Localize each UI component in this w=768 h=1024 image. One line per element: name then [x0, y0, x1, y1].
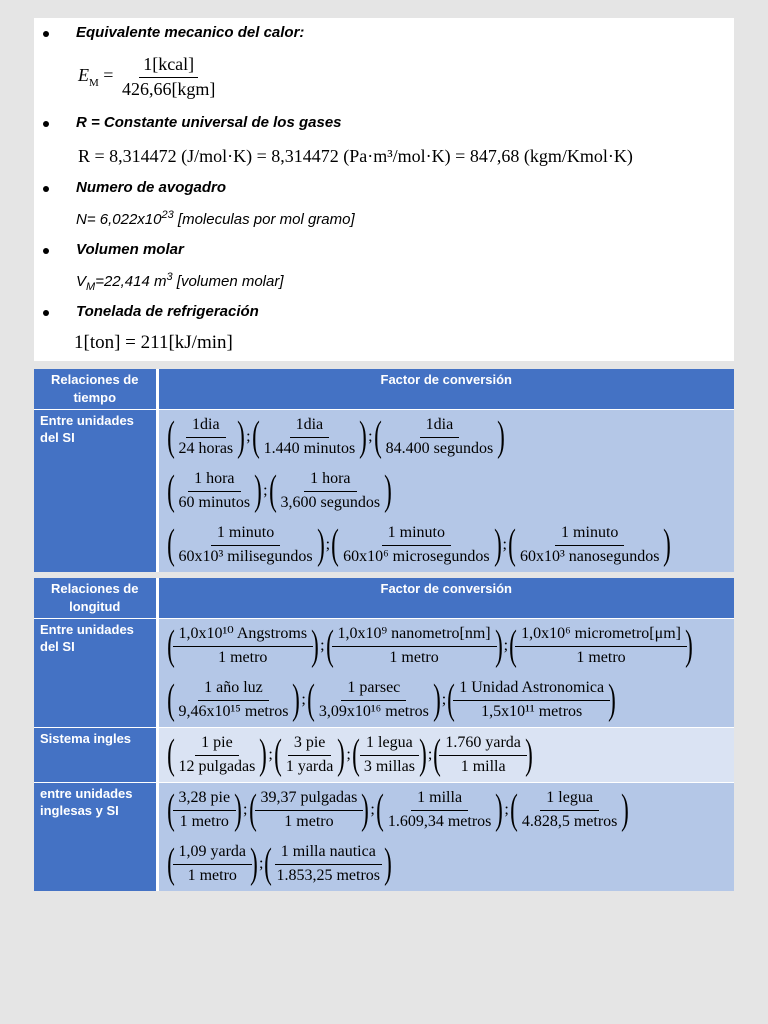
conversion-fraction: [358, 734, 421, 776]
fraction-numerator: 1 hora: [304, 470, 356, 491]
mech-equiv-formula: $E_M$ = $\frac{\text{1[kcal]}}{\text{426,66[kgm]}}$: [78, 54, 219, 100]
paren-right: ): [663, 522, 672, 568]
factor-row: [159, 673, 735, 727]
paren-left: (: [166, 623, 175, 669]
mech-equiv-title: Equivalente mecanico del calor:: [76, 24, 305, 41]
fraction-denominator: 3,600 segundos: [280, 493, 381, 511]
paren-left: (: [166, 732, 175, 778]
paren-right: ): [237, 414, 246, 460]
fraction-numerator: 39,37 pulgadas: [255, 789, 364, 810]
separator: ;: [441, 691, 447, 708]
formula-lhs: E: [78, 65, 89, 86]
fraction-denominator: 1 metro: [187, 866, 237, 884]
paren-left: (: [166, 468, 175, 514]
paren-left: (: [508, 522, 516, 568]
fraction-numerator: 1,09 yarda: [173, 843, 253, 864]
paren-right: ): [685, 623, 693, 669]
molar-subscript: M: [86, 281, 96, 293]
fraction-numerator: 3,28 pie: [173, 789, 237, 810]
conversion-fraction: [337, 524, 495, 566]
paren-left: (: [248, 787, 257, 833]
conversion-fraction: [516, 789, 624, 831]
separator: ;: [346, 746, 351, 763]
length-table: [34, 578, 734, 891]
molar-unit: [volumen molar]: [172, 273, 284, 290]
bullet-dot: [43, 310, 49, 316]
conversion-fraction: [173, 416, 240, 458]
fraction-numerator: 1dia: [290, 416, 330, 437]
fraction-denominator: 9,46x10¹⁵ metros: [178, 702, 289, 720]
fraction-denominator: 12 pulgadas: [178, 757, 256, 775]
fraction-numerator: 1dia: [420, 416, 460, 437]
paren-right: ): [493, 522, 502, 568]
paren-right: ): [432, 677, 441, 723]
fraction-denominator: 1 metro: [284, 812, 334, 830]
factor-row: [159, 837, 735, 891]
paren-left: (: [447, 677, 456, 723]
molar-symbol: V: [76, 273, 87, 290]
paren-left: (: [509, 623, 517, 669]
fraction-denominator: 84.400 segundos: [385, 439, 494, 457]
formula-lhs-sub: M: [89, 76, 99, 89]
separator: ;: [368, 428, 373, 445]
conversion-fraction: [173, 470, 257, 512]
avogadro-text: [76, 209, 355, 228]
paren-left: (: [373, 414, 382, 460]
factor-row: [159, 783, 735, 837]
paren-left: (: [307, 677, 315, 723]
paren-right: ): [259, 732, 268, 778]
conversion-fraction: [173, 843, 253, 885]
molar-value: =22,414 m: [95, 273, 167, 290]
conversion-fraction: [453, 679, 610, 721]
paren-right: ): [494, 623, 503, 669]
conversion-fraction: [173, 679, 295, 721]
conversion-fraction: [255, 789, 364, 831]
paren-right: ): [525, 732, 533, 778]
length-ingles-rows: [159, 728, 735, 782]
gas-formula: R = 8,314472 (J/mol·K) = 8,314472 (Pa·m³/mol·K) = 847,68 (kgm/Kmol·K): [78, 146, 633, 166]
fraction-denominator: 3 millas: [363, 757, 415, 775]
paren-right: ): [359, 414, 368, 460]
fraction-denominator: 1 yarda: [285, 757, 334, 775]
separator: ;: [263, 482, 268, 499]
paren-right: ): [495, 787, 504, 833]
paren-left: (: [251, 414, 260, 460]
conversion-fraction: [270, 843, 386, 885]
molar-text: [76, 271, 284, 293]
fraction-numerator: 1,0x10⁹ nanometro[nm]: [332, 625, 497, 646]
paren-left: (: [166, 787, 175, 833]
paren-left: (: [166, 841, 175, 887]
conversion-fraction: [332, 625, 497, 667]
fraction-numerator: 1 Unidad Astronomica: [453, 679, 610, 700]
paren-left: (: [166, 522, 175, 568]
fraction-numerator: 1,0x10⁶ micrometro[μm]: [515, 625, 687, 646]
fraction-denominator: 1 milla: [460, 757, 506, 775]
bullet-dot: [43, 31, 49, 37]
conversion-fraction: [173, 625, 314, 667]
avogadro-title: Numero de avogadro: [76, 179, 227, 196]
fraction-denominator: 1.440 minutos: [263, 439, 356, 457]
conversion-fraction: [173, 734, 262, 776]
paren-right: ): [292, 677, 301, 723]
factor-row: [159, 518, 735, 572]
fraction-numerator: 1 hora: [188, 470, 240, 491]
length-si-rows: [159, 619, 735, 727]
constants-sheet: [34, 18, 734, 361]
time-factors: [157, 410, 734, 573]
length-si-label: Entre unidades del SI: [34, 619, 157, 728]
paren-right: ): [361, 787, 370, 833]
length-mixed-factors: [157, 783, 734, 892]
time-header-left: Relaciones de tiempo: [34, 369, 157, 410]
separator: ;: [504, 801, 509, 818]
length-mixed-rows: [159, 783, 735, 891]
length-ingles-label: Sistema ingles: [34, 728, 157, 783]
conversion-fraction: [380, 416, 500, 458]
conversion-fraction: [514, 524, 665, 566]
factor-row: [159, 728, 735, 782]
paren-right: ): [316, 522, 325, 568]
bullet-dot: [43, 186, 49, 192]
fraction-numerator: 1 minuto: [211, 524, 280, 545]
paren-right: ): [311, 623, 319, 669]
conversion-fraction: [173, 789, 237, 831]
paren-left: (: [264, 841, 273, 887]
length-ingles-factors: [157, 728, 734, 783]
conversion-fraction: [382, 789, 498, 831]
fraction-denominator: 60x10³ nanosegundos: [520, 547, 660, 565]
fraction-denominator: 60 minutos: [178, 493, 251, 511]
fraction-denominator: 1 metro: [389, 648, 439, 666]
fraction-denominator: 24 horas: [178, 439, 234, 457]
separator: ;: [268, 746, 273, 763]
separator: ;: [243, 801, 248, 818]
paren-left: (: [351, 732, 360, 778]
bullet-dot: [43, 121, 49, 127]
fraction-denominator: 1.853,25 metros: [276, 866, 381, 884]
bullet-dot: [43, 248, 49, 254]
molar-exponent: 3: [166, 271, 173, 283]
fraction-numerator: 1 legua: [540, 789, 599, 810]
ton-formula: 1[ton] = 211[kJ/min]: [74, 332, 233, 353]
paren-left: (: [273, 732, 282, 778]
fraction-numerator: 1,0x10¹⁰ Angstroms: [173, 625, 314, 646]
avogadro-value: N= 6,022x10: [76, 211, 162, 228]
paren-right: ): [419, 732, 427, 778]
paren-left: (: [325, 623, 334, 669]
separator: ;: [325, 536, 331, 553]
fraction-denominator: 60x10³ milisegundos: [178, 547, 313, 565]
paren-right: ): [621, 787, 630, 833]
time-table: [34, 369, 734, 572]
fraction-numerator: 1 pie: [195, 734, 239, 755]
conversion-fraction: [313, 679, 435, 721]
fraction-denominator: 1 metro: [218, 648, 268, 666]
paren-left: (: [433, 732, 442, 778]
separator: ;: [370, 801, 375, 818]
avogadro-exponent: 23: [161, 209, 174, 221]
length-si-factors: [157, 619, 734, 728]
conversion-fraction: [173, 524, 319, 566]
conversion-fraction: [258, 416, 362, 458]
paren-left: (: [166, 677, 175, 723]
mech-equiv-fraction: [118, 54, 220, 100]
fraction-denominator: 1 metro: [576, 648, 626, 666]
paren-right: ): [384, 841, 392, 887]
paren-right: ): [250, 841, 258, 887]
fraction-numerator: 1dia: [186, 416, 226, 437]
paren-left: (: [509, 787, 518, 833]
paren-right: ): [608, 677, 616, 723]
separator: ;: [503, 637, 509, 654]
separator: ;: [320, 637, 325, 654]
paren-right: ): [384, 468, 392, 514]
separator: ;: [427, 746, 433, 763]
length-mixed-label: entre unidades inglesas y SI: [34, 783, 157, 892]
conversion-fraction: [275, 470, 387, 512]
molar-title: Volumen molar: [76, 241, 184, 258]
fraction-numerator: 1[kcal]: [139, 54, 198, 78]
avogadro-unit: [moleculas por mol gramo]: [173, 211, 355, 228]
conversion-fraction: [515, 625, 687, 667]
fraction-numerator: 1 milla: [411, 789, 468, 810]
paren-right: ): [337, 732, 346, 778]
fraction-numerator: 1 minuto: [382, 524, 451, 545]
factor-row: [159, 464, 735, 518]
fraction-numerator: 1 legua: [360, 734, 419, 755]
fraction-numerator: 1 minuto: [555, 524, 624, 545]
paren-left: (: [166, 414, 175, 460]
paren-right: ): [234, 787, 242, 833]
paren-left: (: [331, 522, 339, 568]
factor-row: [159, 619, 735, 673]
paren-left: (: [375, 787, 384, 833]
fraction-numerator: 1 año luz: [198, 679, 269, 700]
separator: ;: [259, 855, 264, 872]
paren-left: (: [268, 468, 277, 514]
fraction-denominator: 4.828,5 metros: [521, 812, 618, 830]
time-factor-rows: [159, 410, 735, 572]
ton-title: Tonelada de refrigeración: [76, 303, 259, 320]
fraction-numerator: 3 pie: [288, 734, 332, 755]
length-header-left: Relaciones de longitud: [34, 578, 157, 619]
separator: ;: [246, 428, 251, 445]
gas-title: R = Constante universal de los gases: [76, 114, 342, 131]
length-header-right: Factor de conversión: [157, 578, 734, 619]
conversion-fraction: [280, 734, 340, 776]
separator: ;: [301, 691, 306, 708]
fraction-denominator: 426,66[kgm]: [121, 78, 216, 99]
fraction-denominator: 3,09x10¹⁶ metros: [318, 702, 429, 720]
paren-right: ): [497, 414, 506, 460]
time-row-label: Entre unidades del SI: [34, 410, 157, 573]
fraction-denominator: 1.609,34 metros: [387, 812, 492, 830]
time-header-right: Factor de conversión: [157, 369, 734, 410]
fraction-denominator: 1 metro: [179, 812, 229, 830]
paren-right: ): [254, 468, 262, 514]
conversion-fraction: [439, 734, 527, 776]
fraction-numerator: 1 milla nautica: [275, 843, 382, 864]
fraction-denominator: 1,5x10¹¹ metros: [481, 702, 583, 720]
separator: ;: [502, 536, 507, 553]
fraction-numerator: 1.760 yarda: [439, 734, 527, 755]
factor-row: [159, 410, 735, 464]
fraction-denominator: 60x10⁶ microsegundos: [343, 547, 490, 565]
fraction-numerator: 1 parsec: [341, 679, 406, 700]
